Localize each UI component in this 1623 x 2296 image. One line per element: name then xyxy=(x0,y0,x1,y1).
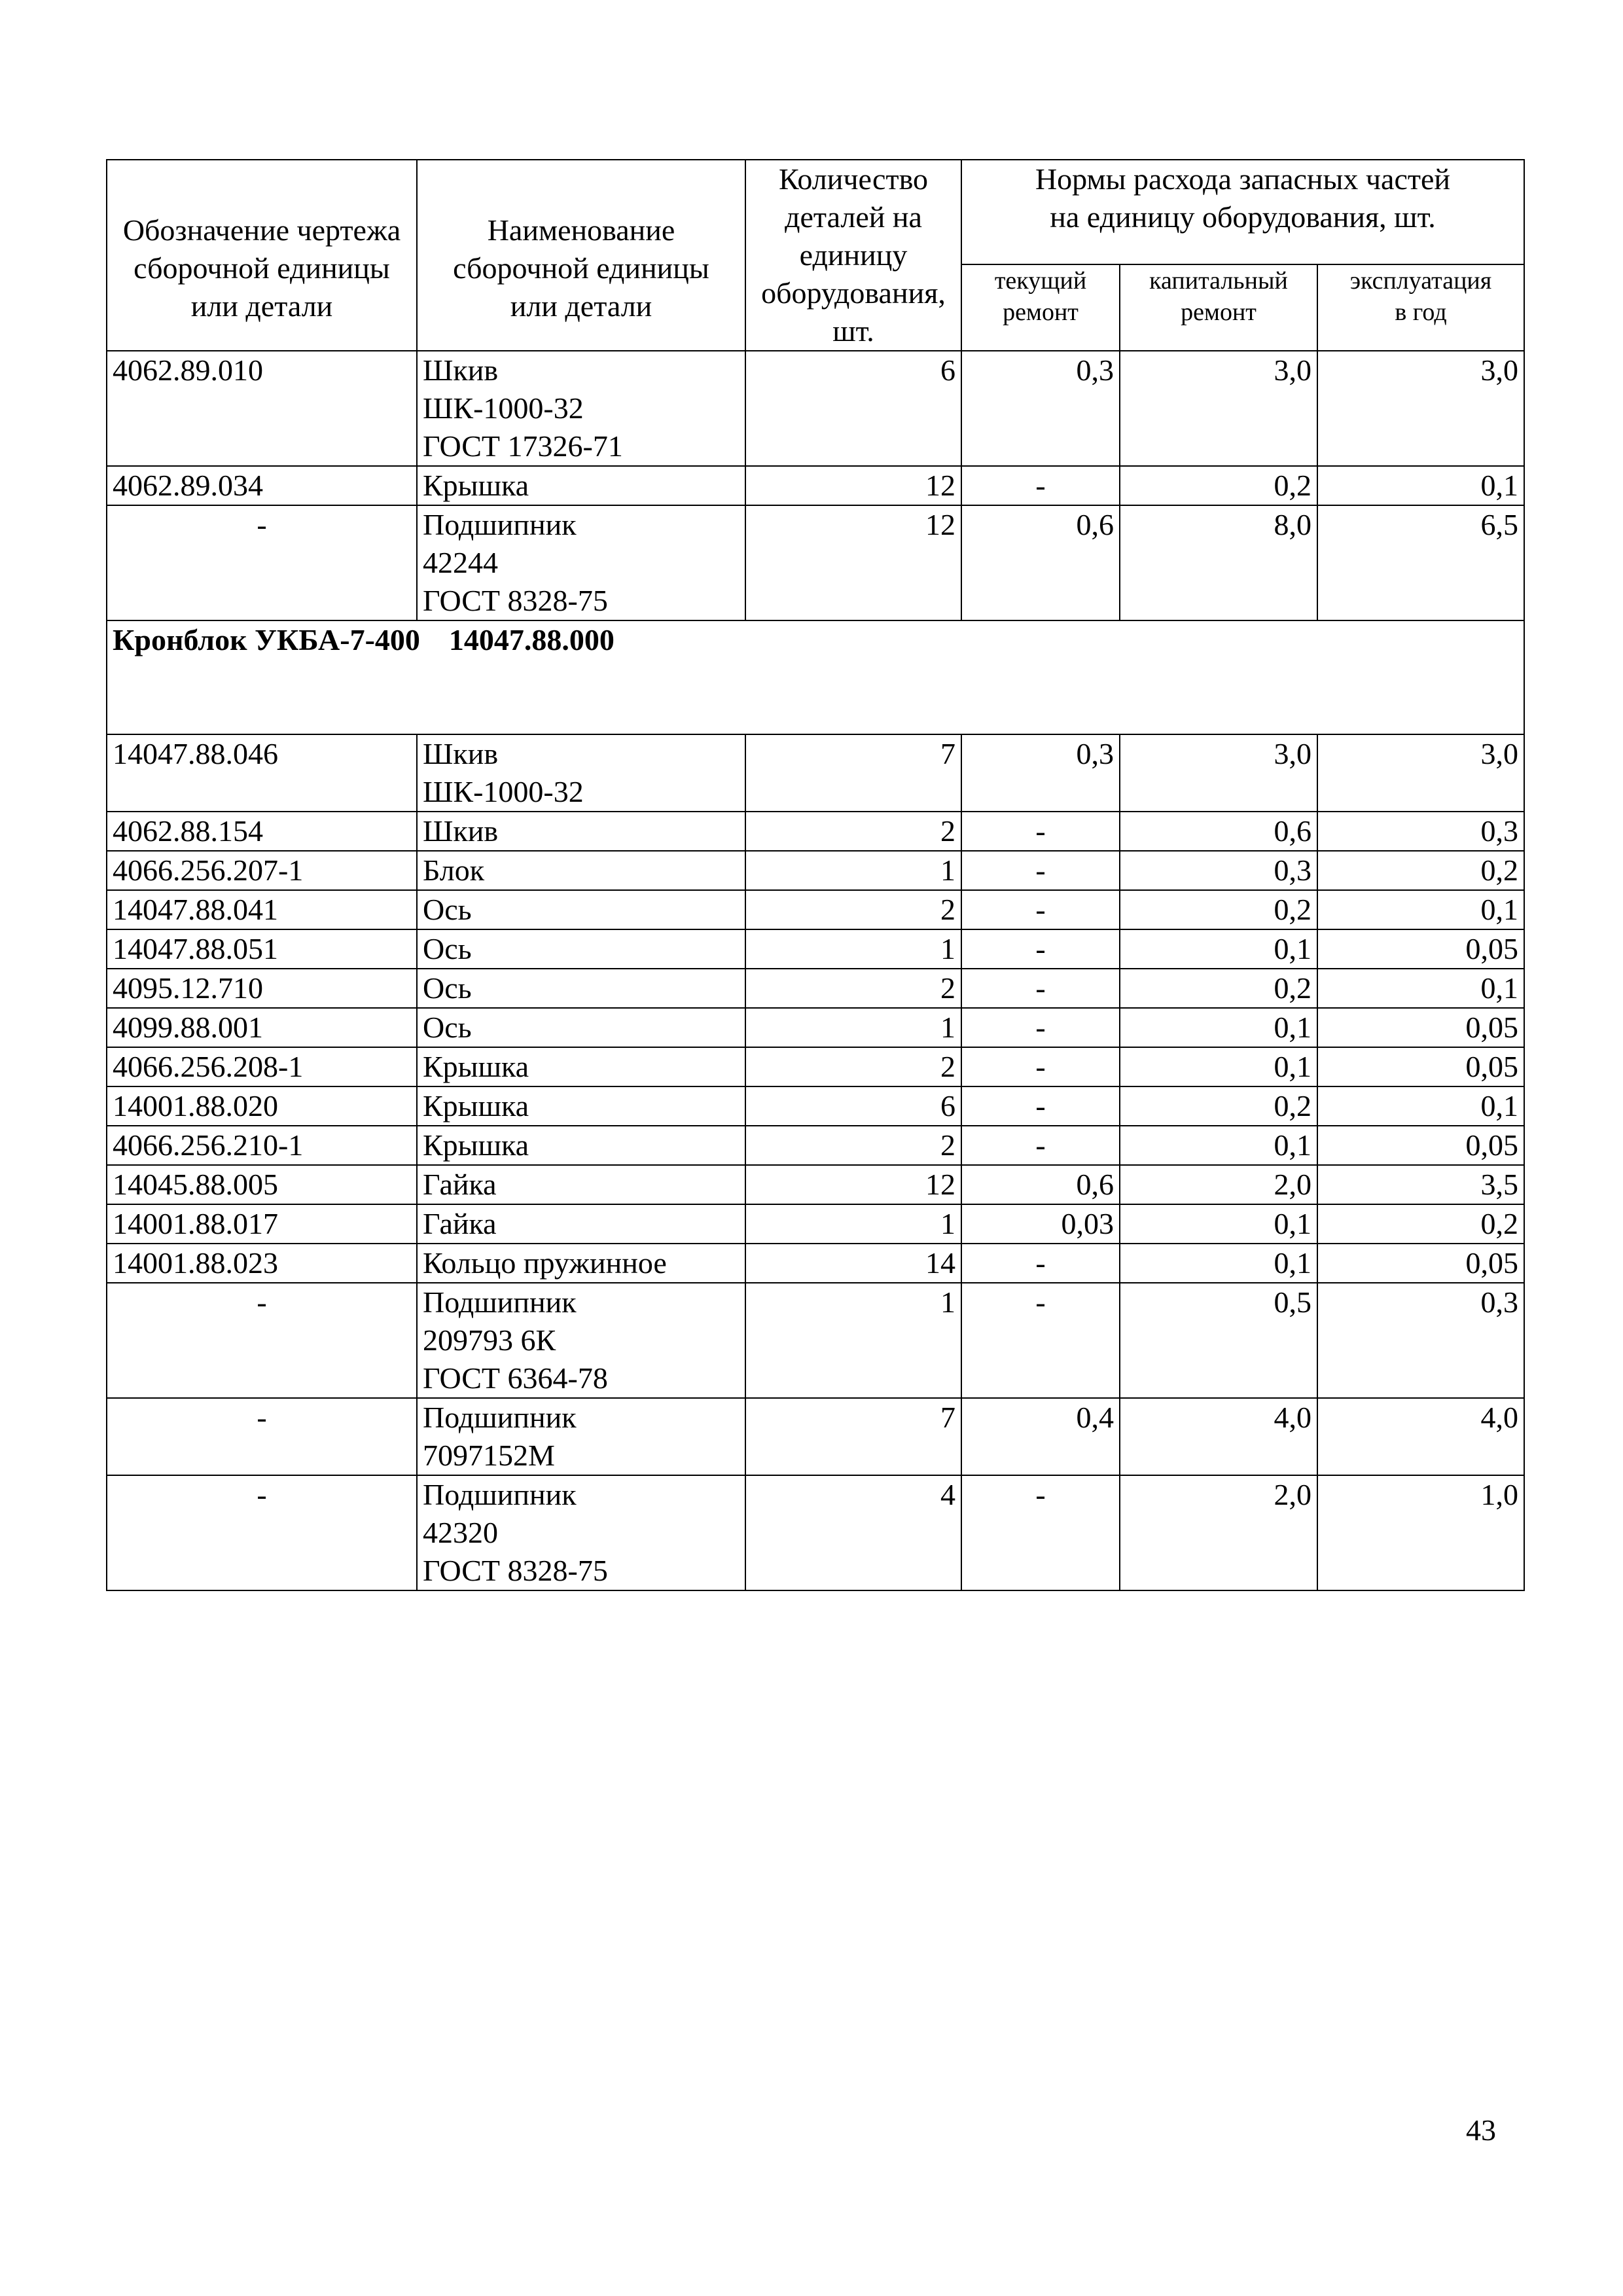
part-name-cell xyxy=(417,1126,745,1165)
part-name-cell xyxy=(417,1204,745,1244)
current-repair-cell: 0,03 xyxy=(961,1204,1120,1244)
part-name-line: Подшипник xyxy=(423,1285,577,1319)
part-name-line: Кольцо пружинное xyxy=(423,1246,667,1280)
table-row xyxy=(107,1086,1524,1126)
quantity-cell: 1 xyxy=(745,851,961,890)
quantity-cell: 2 xyxy=(745,1047,961,1086)
capital-repair-cell: 0,1 xyxy=(1120,1047,1317,1086)
operation-per-year-cell: 0,05 xyxy=(1317,1008,1524,1047)
part-name-cell xyxy=(417,351,745,466)
part-name-line: ШК-1000-32 xyxy=(423,775,584,808)
quantity-cell: 12 xyxy=(745,466,961,505)
drawing-code-cell: 14001.88.017 xyxy=(107,1204,417,1244)
operation-per-year-cell: 0,1 xyxy=(1317,890,1524,929)
part-name-line: Крышка xyxy=(423,1128,529,1162)
part-name-cell xyxy=(417,890,745,929)
header-norms: Нормы расхода запасных частей на единицу оборудования, шт. xyxy=(961,160,1524,264)
part-name-line: 42244 xyxy=(423,546,498,579)
operation-per-year-cell: 0,1 xyxy=(1317,466,1524,505)
operation-per-year-cell: 3,0 xyxy=(1317,351,1524,466)
table-row xyxy=(107,851,1524,890)
quantity-cell: 2 xyxy=(745,890,961,929)
capital-repair-cell: 0,5 xyxy=(1120,1283,1317,1398)
operation-per-year-cell: 0,05 xyxy=(1317,1126,1524,1165)
table-row xyxy=(107,890,1524,929)
part-name-line: Гайка xyxy=(423,1168,497,1201)
capital-repair-cell: 0,1 xyxy=(1120,929,1317,969)
drawing-code-cell: 14047.88.041 xyxy=(107,890,417,929)
operation-per-year-cell: 3,5 xyxy=(1317,1165,1524,1204)
operation-per-year-cell: 0,2 xyxy=(1317,851,1524,890)
part-name-cell xyxy=(417,812,745,851)
capital-repair-cell: 0,2 xyxy=(1120,466,1317,505)
capital-repair-cell: 3,0 xyxy=(1120,351,1317,466)
current-repair-cell: - xyxy=(961,812,1120,851)
table-row xyxy=(107,1398,1524,1475)
part-name-line: ШК-1000-32 xyxy=(423,391,584,425)
current-repair-cell: - xyxy=(961,1086,1120,1126)
operation-per-year-cell: 0,1 xyxy=(1317,969,1524,1008)
drawing-code-cell: 4062.89.010 xyxy=(107,351,417,466)
drawing-code-cell: 4066.256.208-1 xyxy=(107,1047,417,1086)
capital-repair-cell: 0,1 xyxy=(1120,1244,1317,1283)
header-row-1 xyxy=(107,160,1524,264)
drawing-code-cell: 4066.256.210-1 xyxy=(107,1126,417,1165)
part-name-line: Крышка xyxy=(423,1050,529,1083)
part-name-cell xyxy=(417,1047,745,1086)
part-name-cell xyxy=(417,851,745,890)
part-name-cell xyxy=(417,1165,745,1204)
table-row xyxy=(107,969,1524,1008)
operation-per-year-cell: 4,0 xyxy=(1317,1398,1524,1475)
part-name-line: Ось xyxy=(423,971,472,1005)
quantity-cell: 1 xyxy=(745,1008,961,1047)
quantity-cell: 1 xyxy=(745,1283,961,1398)
quantity-cell: 12 xyxy=(745,505,961,620)
header-quantity: Количество деталей на единицу оборудования, шт. xyxy=(745,160,961,351)
drawing-code-cell: - xyxy=(107,1475,417,1590)
quantity-cell: 7 xyxy=(745,734,961,812)
section-row xyxy=(107,620,1524,734)
table-row xyxy=(107,1165,1524,1204)
table-row xyxy=(107,812,1524,851)
part-name-line: ГОСТ 6364-78 xyxy=(423,1361,608,1395)
table-row xyxy=(107,1047,1524,1086)
part-name-line: Крышка xyxy=(423,1089,529,1122)
quantity-cell: 7 xyxy=(745,1398,961,1475)
part-name-line: 209793 6К xyxy=(423,1323,556,1357)
capital-repair-cell: 3,0 xyxy=(1120,734,1317,812)
capital-repair-cell: 0,3 xyxy=(1120,851,1317,890)
quantity-cell: 12 xyxy=(745,1165,961,1204)
operation-per-year-cell: 0,3 xyxy=(1317,1283,1524,1398)
part-name-cell xyxy=(417,1244,745,1283)
current-repair-cell: - xyxy=(961,1244,1120,1283)
capital-repair-cell: 0,6 xyxy=(1120,812,1317,851)
drawing-code-cell: 4062.88.154 xyxy=(107,812,417,851)
drawing-code-cell: 4099.88.001 xyxy=(107,1008,417,1047)
table-row xyxy=(107,734,1524,812)
capital-repair-cell: 2,0 xyxy=(1120,1165,1317,1204)
capital-repair-cell: 8,0 xyxy=(1120,505,1317,620)
table-row xyxy=(107,466,1524,505)
operation-per-year-cell: 6,5 xyxy=(1317,505,1524,620)
part-name-cell xyxy=(417,1283,745,1398)
table-row xyxy=(107,1008,1524,1047)
capital-repair-cell: 0,1 xyxy=(1120,1204,1317,1244)
current-repair-cell: - xyxy=(961,1126,1120,1165)
part-name-cell xyxy=(417,1086,745,1126)
table-row xyxy=(107,1283,1524,1398)
current-repair-cell: 0,4 xyxy=(961,1398,1120,1475)
capital-repair-cell: 0,2 xyxy=(1120,890,1317,929)
part-name-line: Подшипник xyxy=(423,1478,577,1511)
drawing-code-cell: 14001.88.023 xyxy=(107,1244,417,1283)
spare-parts-table xyxy=(106,159,1525,1591)
drawing-code-cell: - xyxy=(107,1283,417,1398)
header-operation-per-year: эксплуатация в год xyxy=(1317,264,1524,351)
drawing-code-cell: 14047.88.046 xyxy=(107,734,417,812)
table-row xyxy=(107,1244,1524,1283)
quantity-cell: 1 xyxy=(745,1204,961,1244)
quantity-cell: 2 xyxy=(745,812,961,851)
part-name-line: Шкив xyxy=(423,737,499,770)
table-row xyxy=(107,505,1524,620)
capital-repair-cell: 2,0 xyxy=(1120,1475,1317,1590)
operation-per-year-cell: 0,2 xyxy=(1317,1204,1524,1244)
part-name-line: ГОСТ 17326-71 xyxy=(423,429,623,463)
operation-per-year-cell: 0,05 xyxy=(1317,1244,1524,1283)
part-name-cell xyxy=(417,466,745,505)
current-repair-cell: - xyxy=(961,1475,1120,1590)
part-name-line: ГОСТ 8328-75 xyxy=(423,1554,608,1587)
current-repair-cell: - xyxy=(961,851,1120,890)
table-row xyxy=(107,351,1524,466)
part-name-line: Подшипник xyxy=(423,1401,577,1434)
page-number: 43 xyxy=(1466,2113,1496,2147)
current-repair-cell: - xyxy=(961,890,1120,929)
quantity-cell: 6 xyxy=(745,1086,961,1126)
quantity-cell: 14 xyxy=(745,1244,961,1283)
part-name-line: Гайка xyxy=(423,1207,497,1240)
part-name-cell xyxy=(417,929,745,969)
capital-repair-cell: 4,0 xyxy=(1120,1398,1317,1475)
part-name-line: Шкив xyxy=(423,353,499,387)
current-repair-cell: - xyxy=(961,1008,1120,1047)
capital-repair-cell: 0,2 xyxy=(1120,1086,1317,1126)
quantity-cell: 4 xyxy=(745,1475,961,1590)
operation-per-year-cell: 0,3 xyxy=(1317,812,1524,851)
part-name-cell xyxy=(417,969,745,1008)
drawing-code-cell: - xyxy=(107,1398,417,1475)
operation-per-year-cell: 3,0 xyxy=(1317,734,1524,812)
part-name-cell xyxy=(417,1475,745,1590)
operation-per-year-cell: 0,05 xyxy=(1317,929,1524,969)
current-repair-cell: - xyxy=(961,969,1120,1008)
table-row xyxy=(107,929,1524,969)
drawing-code-cell: 4062.89.034 xyxy=(107,466,417,505)
drawing-code-cell: 14047.88.051 xyxy=(107,929,417,969)
section-title xyxy=(107,620,1524,734)
section-title-text: Кронблок УКБА-7-400 xyxy=(113,623,420,656)
part-name-line: Подшипник xyxy=(423,508,577,541)
current-repair-cell: - xyxy=(961,1047,1120,1086)
part-name-line: 42320 xyxy=(423,1516,498,1549)
table-row xyxy=(107,1204,1524,1244)
current-repair-cell: 0,6 xyxy=(961,1165,1120,1204)
header-name: Наименование сборочной единицы или детали xyxy=(417,160,745,351)
current-repair-cell: - xyxy=(961,1283,1120,1398)
current-repair-cell: 0,3 xyxy=(961,351,1120,466)
capital-repair-cell: 0,1 xyxy=(1120,1008,1317,1047)
current-repair-cell: 0,3 xyxy=(961,734,1120,812)
capital-repair-cell: 0,2 xyxy=(1120,969,1317,1008)
part-name-line: Крышка xyxy=(423,469,529,502)
header-current-repair: текущий ремонт xyxy=(961,264,1120,351)
quantity-cell: 2 xyxy=(745,1126,961,1165)
operation-per-year-cell: 1,0 xyxy=(1317,1475,1524,1590)
drawing-code-cell: 4095.12.710 xyxy=(107,969,417,1008)
operation-per-year-cell: 0,05 xyxy=(1317,1047,1524,1086)
part-name-cell xyxy=(417,1398,745,1475)
current-repair-cell: - xyxy=(961,466,1120,505)
part-name-line: ГОСТ 8328-75 xyxy=(423,584,608,617)
section-code: 14047.88.000 xyxy=(448,623,615,656)
operation-per-year-cell: 0,1 xyxy=(1317,1086,1524,1126)
table-row xyxy=(107,1126,1524,1165)
header-drawing-code: Обозначение чертежа сборочной единицы или детали xyxy=(107,160,417,351)
part-name-cell xyxy=(417,505,745,620)
quantity-cell: 2 xyxy=(745,969,961,1008)
part-name-line: Ось xyxy=(423,932,472,965)
header-capital-repair: капитальный ремонт xyxy=(1120,264,1317,351)
part-name-line: 7097152М xyxy=(423,1439,555,1472)
part-name-line: Шкив xyxy=(423,814,499,848)
drawing-code-cell: 14001.88.020 xyxy=(107,1086,417,1126)
table-row xyxy=(107,1475,1524,1590)
part-name-cell xyxy=(417,734,745,812)
current-repair-cell: 0,6 xyxy=(961,505,1120,620)
part-name-line: Ось xyxy=(423,893,472,926)
part-name-line: Блок xyxy=(423,853,485,887)
quantity-cell: 6 xyxy=(745,351,961,466)
capital-repair-cell: 0,1 xyxy=(1120,1126,1317,1165)
part-name-line: Ось xyxy=(423,1011,472,1044)
drawing-code-cell: - xyxy=(107,505,417,620)
current-repair-cell: - xyxy=(961,929,1120,969)
drawing-code-cell: 14045.88.005 xyxy=(107,1165,417,1204)
drawing-code-cell: 4066.256.207-1 xyxy=(107,851,417,890)
part-name-cell xyxy=(417,1008,745,1047)
quantity-cell: 1 xyxy=(745,929,961,969)
